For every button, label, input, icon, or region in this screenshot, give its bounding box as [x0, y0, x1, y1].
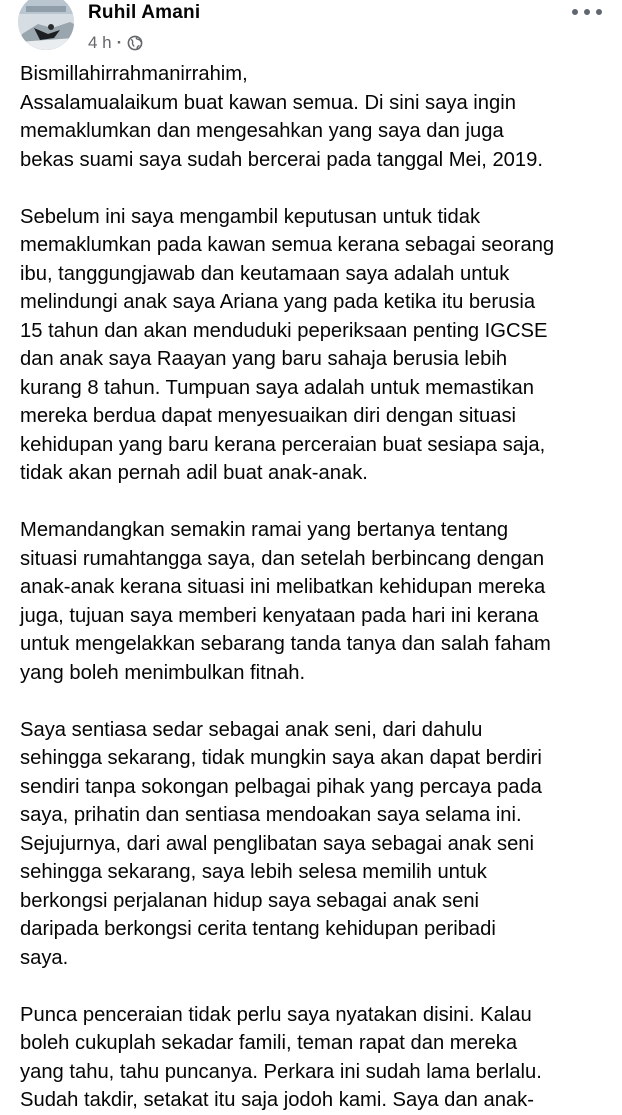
- post-header: [0, 0, 622, 62]
- author-name[interactable]: Ruhil Amani: [88, 2, 201, 23]
- post-paragraph: Punca penceraian tidak perlu saya nyatakan disini. Kalau boleh cukuplah sekadar famili, teman rapat dan mereka yang tahu, tahu puncanya. Perkara ini sudah lama berlalu. Sudah takdir, setakat itu saja jodoh kami. Saya dan anak-: [20, 1003, 542, 1111]
- post-paragraph: Memandangkan semakin ramai yang bertanya tentang situasi rumahtangga saya, dan setelah berbincang dengan anak-anak kerana situasi ini melibatkan kehidupan mereka juga, tujuan saya memberi kenyataan pada hari ini kerana untuk mengelakkan sebarang tanda tanya dan salah faham yang boleh menimbulkan fitnah.: [20, 519, 551, 684]
- globe-icon[interactable]: [127, 35, 143, 51]
- meta-separator: ·: [116, 33, 123, 52]
- post-meta: [88, 33, 143, 53]
- avatar[interactable]: [18, 0, 74, 50]
- post-paragraph: Bismillahirrahmanirrahim, Assalamualaikum buat kawan semua. Di sini saya ingin memaklumkan dan mengesahkan yang saya dan juga bekas suami saya sudah bercerai pada tanggal Mei, 2019.: [20, 63, 543, 171]
- post-timestamp[interactable]: 4 h: [88, 33, 112, 52]
- more-options-icon[interactable]: [572, 4, 602, 20]
- post-body: [20, 60, 620, 1115]
- post-paragraph: Sebelum ini saya mengambil keputusan untuk tidak memaklumkan pada kawan semua kerana sebagai seorang ibu, tanggungjawab dan keutamaan saya adalah untuk melindungi anak saya Ariana yang pada ketika itu berusia 15 tahun dan akan menduduki peperiksaan penting IGCSE dan anak saya Raayan yang baru sahaja berusia lebih kurang 8 tahun. Tumpuan saya adalah untuk memastikan mereka berdua dapat menyesuaikan diri dengan situasi kehidupan yang baru kerana perceraian buat sesiapa saja, tidak akan pernah adil buat anak-anak.: [20, 205, 555, 484]
- avatar-photo-icon: [18, 0, 74, 50]
- post-paragraph: Saya sentiasa sedar sebagai anak seni, dari dahulu sehingga sekarang, tidak mungkin saya akan dapat berdiri sendiri tanpa sokongan pelbagai pihak yang percaya pada saya, prihatin dan sentiasa mendoakan saya selama ini. Sejujurnya, dari awal penglibatan saya sebagai anak seni sehingga sekarang, saya lebih selesa memilih untuk berkongsi perjalanan hidup saya sebagai anak seni daripada berkongsi cerita tentang kehidupan peribadi saya.: [20, 718, 542, 969]
